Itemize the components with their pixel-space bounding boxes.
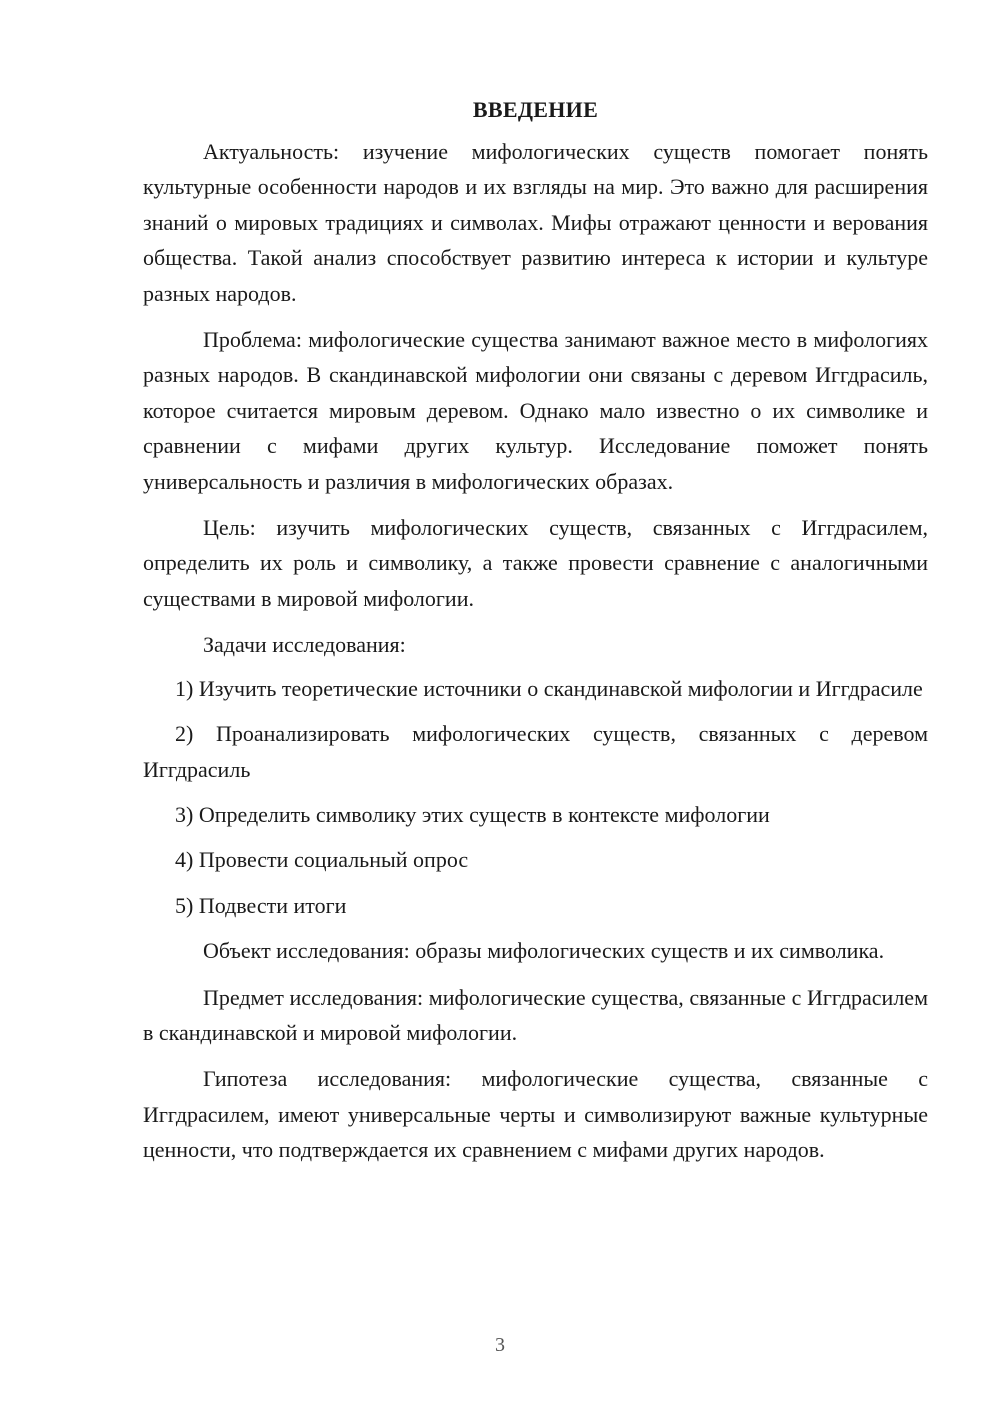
goal-paragraph: Цель: изучить мифологических существ, связанных с Иггдрасилем, определить их роль и символику, а также провести сравнение с аналогичными существами в мировой мифологии. — [143, 515, 928, 611]
subject-paragraph: Предмет исследования: мифологические существа, связанные с Иггдрасилем в скандинавской и мировой мифологии. — [143, 984, 928, 1045]
page-title: ВВЕДЕНИЕ — [472, 97, 599, 122]
task-item-2: 2) Проанализировать мифологических существ, связанных с деревом Иггдрасиль — [143, 721, 928, 782]
document-page — [143, 96, 928, 1179]
task-item-4: 4) Провести социальный опрос — [175, 847, 469, 873]
task-item-5: 5) Подвести итоги — [175, 892, 347, 918]
hypothesis-paragraph: Гипотеза исследования: мифологические существа, связанные с Иггдрасилем, имеют универсальные черты и символизируют важные культурные ценности, что подтверждается их сравнением с мифами других народов. — [143, 1066, 928, 1163]
relevance-paragraph: Актуальность: изучение мифологических существ помогает понять культурные особенности народов и их взгляды на мир. Это важно для расширения знаний о мировых традициях и символах. Мифы отражают ценности и верования общества. Такой анализ способствует развитию интереса к истории и культуре разных народов. — [143, 139, 928, 306]
tasks-heading: Задачи исследования: — [203, 632, 406, 658]
task-item-3: 3) Определить символику этих существ в контексте мифологии — [175, 801, 770, 827]
problem-paragraph: Проблема: мифологические существа занимают важное место в мифологиях разных народов. В скандинавской мифологии они связаны с деревом Иггдрасиль, которое считается мировым деревом. Однако мало известно о их символике и сравнении с мифами других культур. Исследование поможет понять универсальность и различия в мифологических образах. — [143, 327, 928, 494]
object-paragraph: Объект исследования: образы мифологических существ и их символика. — [203, 938, 885, 964]
task-item-1: 1) Изучить теоретические источники о скандинавской мифологии и Иггдрасиле — [175, 675, 923, 701]
page-number: 3 — [495, 1334, 505, 1356]
